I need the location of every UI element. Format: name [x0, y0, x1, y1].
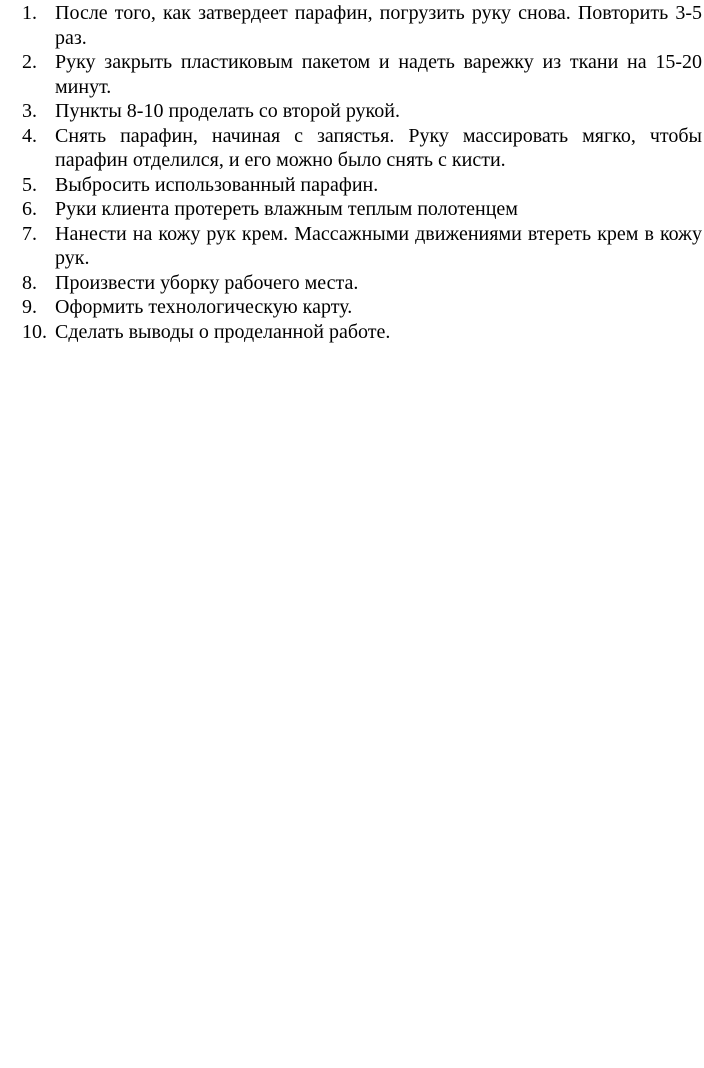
list-item — [22, 1, 702, 50]
step-text: Пункты 8-10 проделать со второй рукой. — [55, 100, 400, 122]
step-number: 3. — [22, 100, 37, 122]
step-number: 6. — [22, 198, 37, 220]
list-item — [22, 50, 702, 99]
list-item — [22, 99, 702, 124]
step-number: 8. — [22, 271, 37, 294]
step-text: Сделать выводы о проделанной работе. — [55, 320, 391, 343]
step-number: 1. — [22, 2, 37, 24]
step-number: 4. — [22, 124, 37, 147]
list-item — [22, 320, 702, 345]
step-text: Произвести уборку рабочего места. — [55, 271, 359, 294]
step-text: Выбросить использованный парафин. — [55, 173, 379, 196]
step-text: Нанести на кожу рук крем. Массажными движениями втереть крем в кожу рук. — [55, 222, 702, 269]
step-text: После того, как затвердеет парафин, погрузить руку снова. Повторить 3-5 раз. — [55, 2, 702, 49]
list-item — [22, 271, 702, 296]
list-item — [22, 222, 702, 271]
step-number: 5. — [22, 173, 37, 196]
step-text: Руку закрыть пластиковым пакетом и надеть варежку из ткани на 15-20 минут. — [55, 51, 702, 98]
step-text: Снять парафин, начиная с запястья. Руку массировать мягко, чтобы парафин отделился, и его можно было снять с кисти. — [55, 124, 702, 171]
list-item — [22, 173, 702, 198]
list-item — [22, 124, 702, 173]
list-item — [22, 197, 702, 222]
step-number: 7. — [22, 222, 37, 245]
step-text: Оформить технологическую карту. — [55, 296, 353, 318]
steps-list — [22, 1, 702, 344]
step-number: 2. — [22, 51, 37, 73]
step-text: Руки клиента протереть влажным теплым полотенцем — [55, 198, 518, 220]
step-number: 10. — [22, 320, 47, 343]
list-item — [22, 295, 702, 320]
step-number: 9. — [22, 296, 37, 318]
